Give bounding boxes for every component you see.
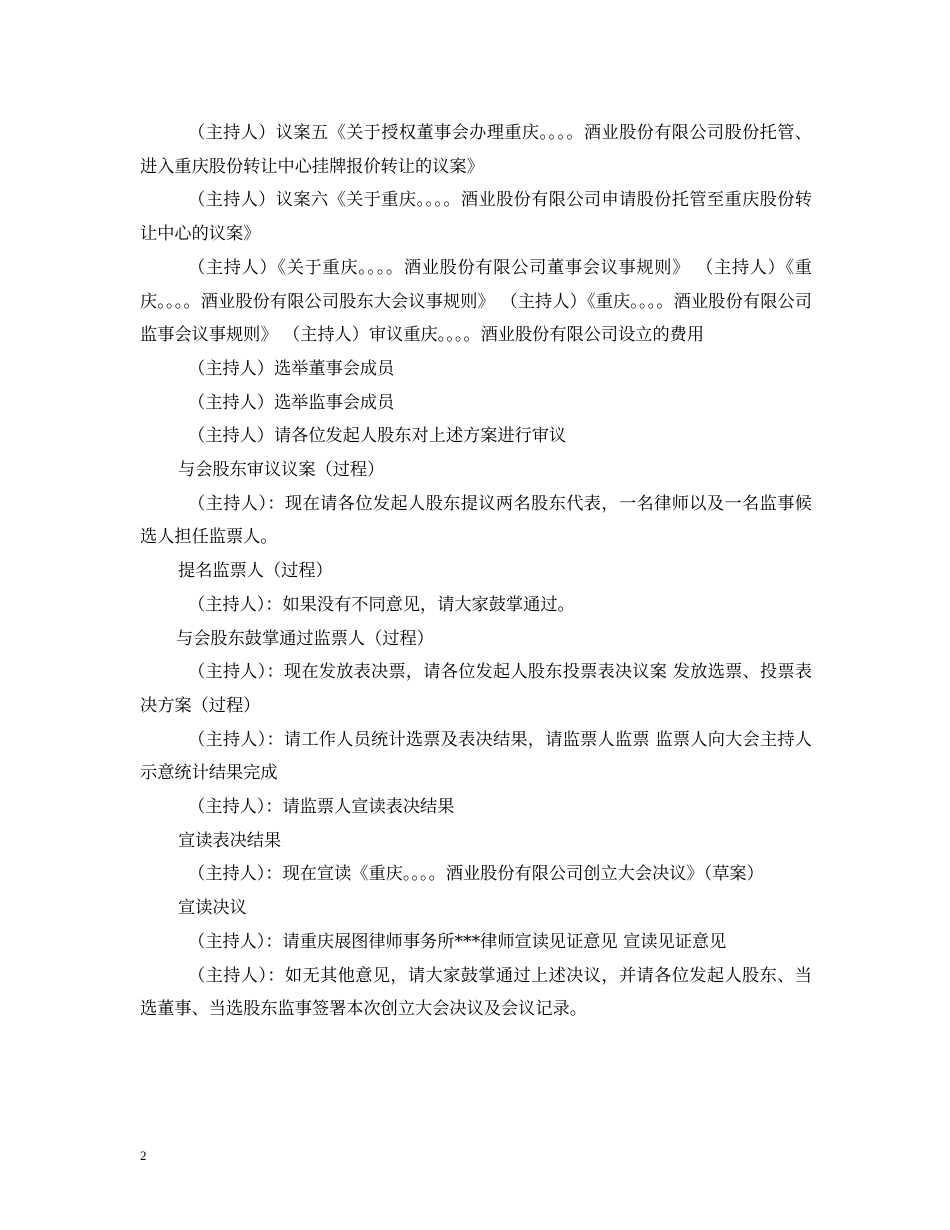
paragraph-read-resolution-draft: （主持人）：现在宣读《重庆。。。。酒业股份有限公司创立大会决议》（草案） — [188, 864, 764, 885]
paragraph-read-results-request: （主持人）：请监票人宣读表决结果 — [188, 797, 455, 818]
paragraph-applause-approval: （主持人）：如果没有不同意见，请大家鼓掌通过。 — [188, 594, 575, 615]
paragraph-request-review: （主持人）请各位发起人股东对上述方案进行审议 — [188, 426, 567, 447]
paragraph-distribute-ballots: （主持人）：现在发放表决票，请各位发起人股东投票表决议案 发放选票、投票表决方案（过程） — [140, 662, 812, 716]
paragraph-review-process: 与会股东审议议案（过程） — [178, 460, 385, 481]
paragraph-rules-and-expenses: （主持人）《关于重庆。。。。酒业股份有限公司董事会议事规则》 （主持人）《重庆。。。。酒业股份有限公司股东大会议事规则》 （主持人）《重庆。。。。酒业股份有限公司监事会议事规则》 （主持人）审议重庆。。。。酒业股份有限公司设立的费用 — [140, 257, 812, 346]
paragraph-nominate-scrutineers: （主持人）：现在请各位发起人股东提议两名股东代表，一名律师以及一名监事候选人担任监票人。 — [140, 493, 812, 548]
paragraph-elect-supervisors: （主持人）选举监事会成员 — [188, 392, 395, 413]
page-number: 2 — [140, 1148, 147, 1163]
paragraph-count-votes: （主持人）：请工作人员统计选票及表决结果，请监票人监票 监票人向大会主持人示意统计结果完成 — [140, 729, 812, 784]
paragraph-read-results: 宣读表决结果 — [178, 830, 282, 851]
document-body — [140, 117, 812, 1027]
paragraph-motion-five: （主持人）议案五《关于授权董事会办理重庆。。。。酒业股份有限公司股份托管、进入重庆股份转让中心挂牌报价转让的议案》 — [140, 123, 812, 177]
paragraph-read-resolution: 宣读决议 — [178, 898, 247, 919]
paragraph-motion-six: （主持人）议案六《关于重庆。。。。酒业股份有限公司申请股份托管至重庆股份转让中心的议案》 — [140, 190, 812, 245]
paragraph-scrutineers-approved: 与会股东鼓掌通过监票人（过程） — [176, 628, 434, 649]
paragraph-nomination-process: 提名监票人（过程） — [178, 561, 333, 582]
paragraph-final-approval: （主持人）：如无其他意见，请大家鼓掌通过上述决议，并请各位发起人股东、当选董事、当选股东监事签署本次创立大会决议及会议记录。 — [140, 965, 812, 1020]
paragraph-lawyer-opinion: （主持人）：请重庆展图律师事务所***律师宣读见证意见 宣读见证意见 — [188, 931, 727, 952]
paragraph-elect-board: （主持人）选举董事会成员 — [188, 358, 395, 379]
